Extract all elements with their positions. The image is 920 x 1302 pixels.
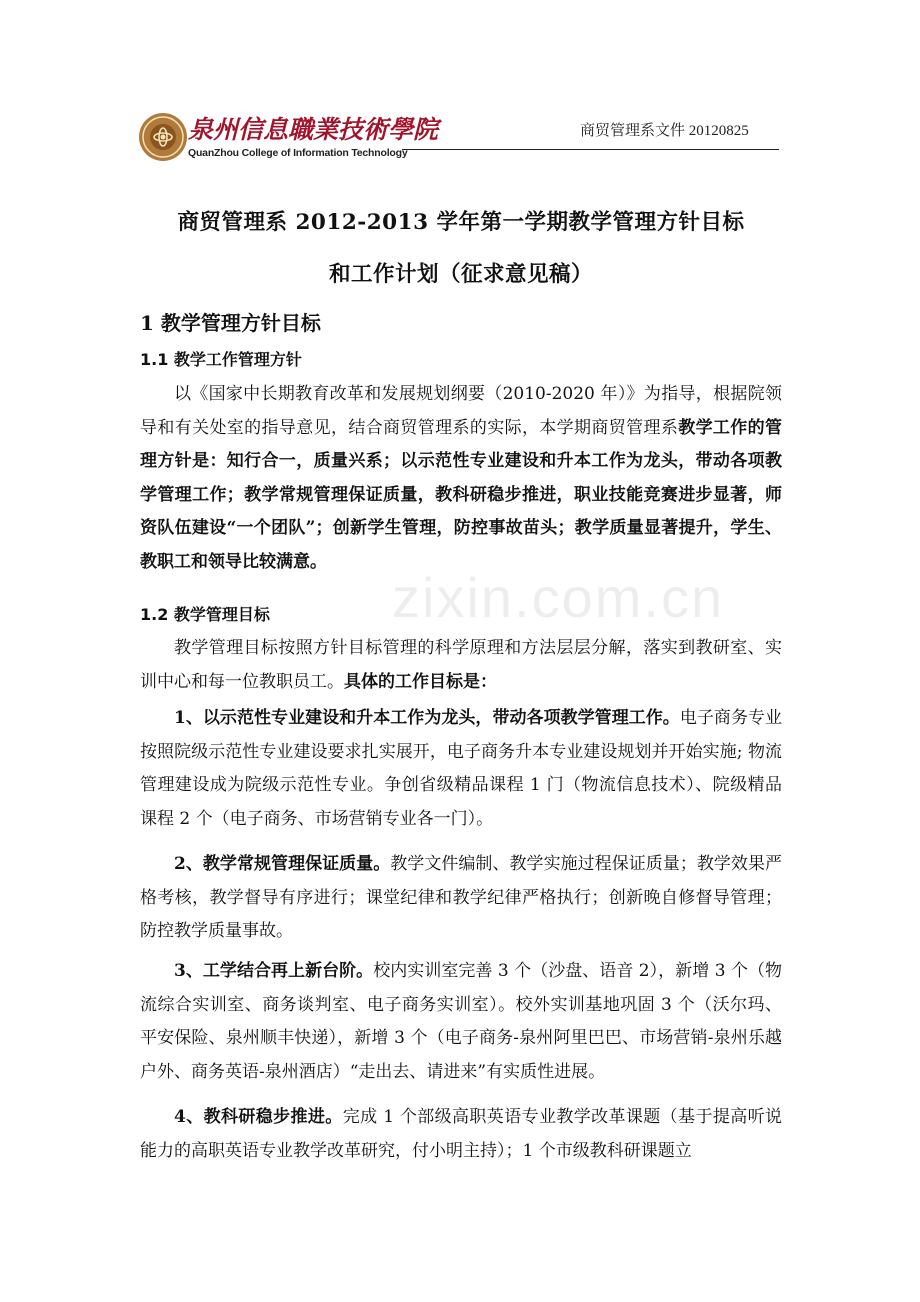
goal-4-text: 完成 1 个部级高职英语专业教学改革课题（基于提高听说能力的高职英语专业教学改革研究，付小明主持）；1 个市级教科研课题立: [140, 1107, 782, 1161]
goal-item-1: [140, 702, 782, 836]
goals-intro-text: 教学管理目标按照方针目标管理的科学原理和方法层层分解，落实到教研室、实训中心和每一位教职员工。: [140, 638, 782, 692]
goal-2-text: 教学文件编制、教学实施过程保证质量；教学效果严格考核，教学督导有序进行；课堂纪律和教学纪律严格执行；创新晚自修督导管理；防控教学质量事故。: [140, 854, 783, 941]
goal-3-heading: 3、工学结合再上新台阶。: [174, 961, 374, 981]
policy-bold-text: 教学工作的管理方针是：知行合一，质量兴系；以示范性专业建设和升本工作为龙头，带动各项教学管理工作；教学常规管理保证质量，教科研稳步推进，职业技能竞赛进步显著，师资队伍建设“一个团队”；创新学生管理，防控事故苗头；教学质量显著提升，学生、教职工和领导比较满意。: [140, 417, 783, 572]
section-heading-1-2: 1.2 教学管理目标: [140, 605, 270, 624]
goal-item-2: [140, 848, 782, 949]
goal-item-4: [140, 1101, 782, 1168]
document-title-line-1: 商贸管理系 2012-2013 学年第一学期教学管理方针目标: [177, 210, 745, 235]
watermark: zixin.com.cn: [392, 566, 725, 629]
paragraph-management-goals: [140, 632, 782, 699]
policy-intro-text: 以《国家中长期教育改革和发展规划纲要（2010-2020 年）》为指导，根据院领导和有关处室的指导意见，结合商贸管理系的实际，本学期商贸管理系: [140, 384, 782, 438]
goal-1-text: 电子商务专业按照院级示范性专业建设要求扎实展开，电子商务升本专业建设规划并开始实施; 物流管理建设成为院级示范性专业。争创省级精品课程 1 门（物流信息技术）、院级精品课程 2 个（电子商务、市场营销专业各一门）。: [140, 708, 783, 829]
document-label: 商贸管理系文件 20120825: [580, 123, 749, 139]
goal-2-heading: 2、教学常规管理保证质量。: [174, 854, 391, 874]
goal-4-heading: 4、教科研稳步推进。: [174, 1107, 343, 1127]
document-title-line-2: 和工作计划（征求意见稿）: [328, 262, 593, 287]
goal-3-text: 校内实训室完善 3 个（沙盘、语音 2），新增 3 个（物流综合实训室、商务谈判室、电子商务实训室）。校外实训基地巩固 3 个（沃尔玛、平安保险、泉州顺丰快递），新增 3 个（电子商务-泉州阿里巴巴、市场营销-泉州乐越户外、商务英语-泉州酒店）“走出去、请进来”有实质性进展。: [140, 961, 783, 1082]
college-emblem-icon: [138, 112, 188, 162]
section-heading-1-1: 1.1 教学工作管理方针: [140, 350, 302, 369]
page-header: [0, 0, 920, 170]
goal-1-heading: 1、以示范性专业建设和升本工作为龙头，带动各项教学管理工作。: [174, 708, 680, 728]
college-logo-english: QuanZhou College of Information Technology: [188, 147, 408, 159]
section-heading-1: 1 教学管理方针目标: [140, 311, 321, 335]
paragraph-management-policy: [140, 378, 782, 579]
goals-lead-text: 具体的工作目标是：: [344, 671, 497, 692]
goal-item-3: [140, 955, 782, 1089]
header-rule: [402, 149, 779, 150]
college-logo-chinese: 泉州信息職業技術學院: [188, 115, 439, 144]
